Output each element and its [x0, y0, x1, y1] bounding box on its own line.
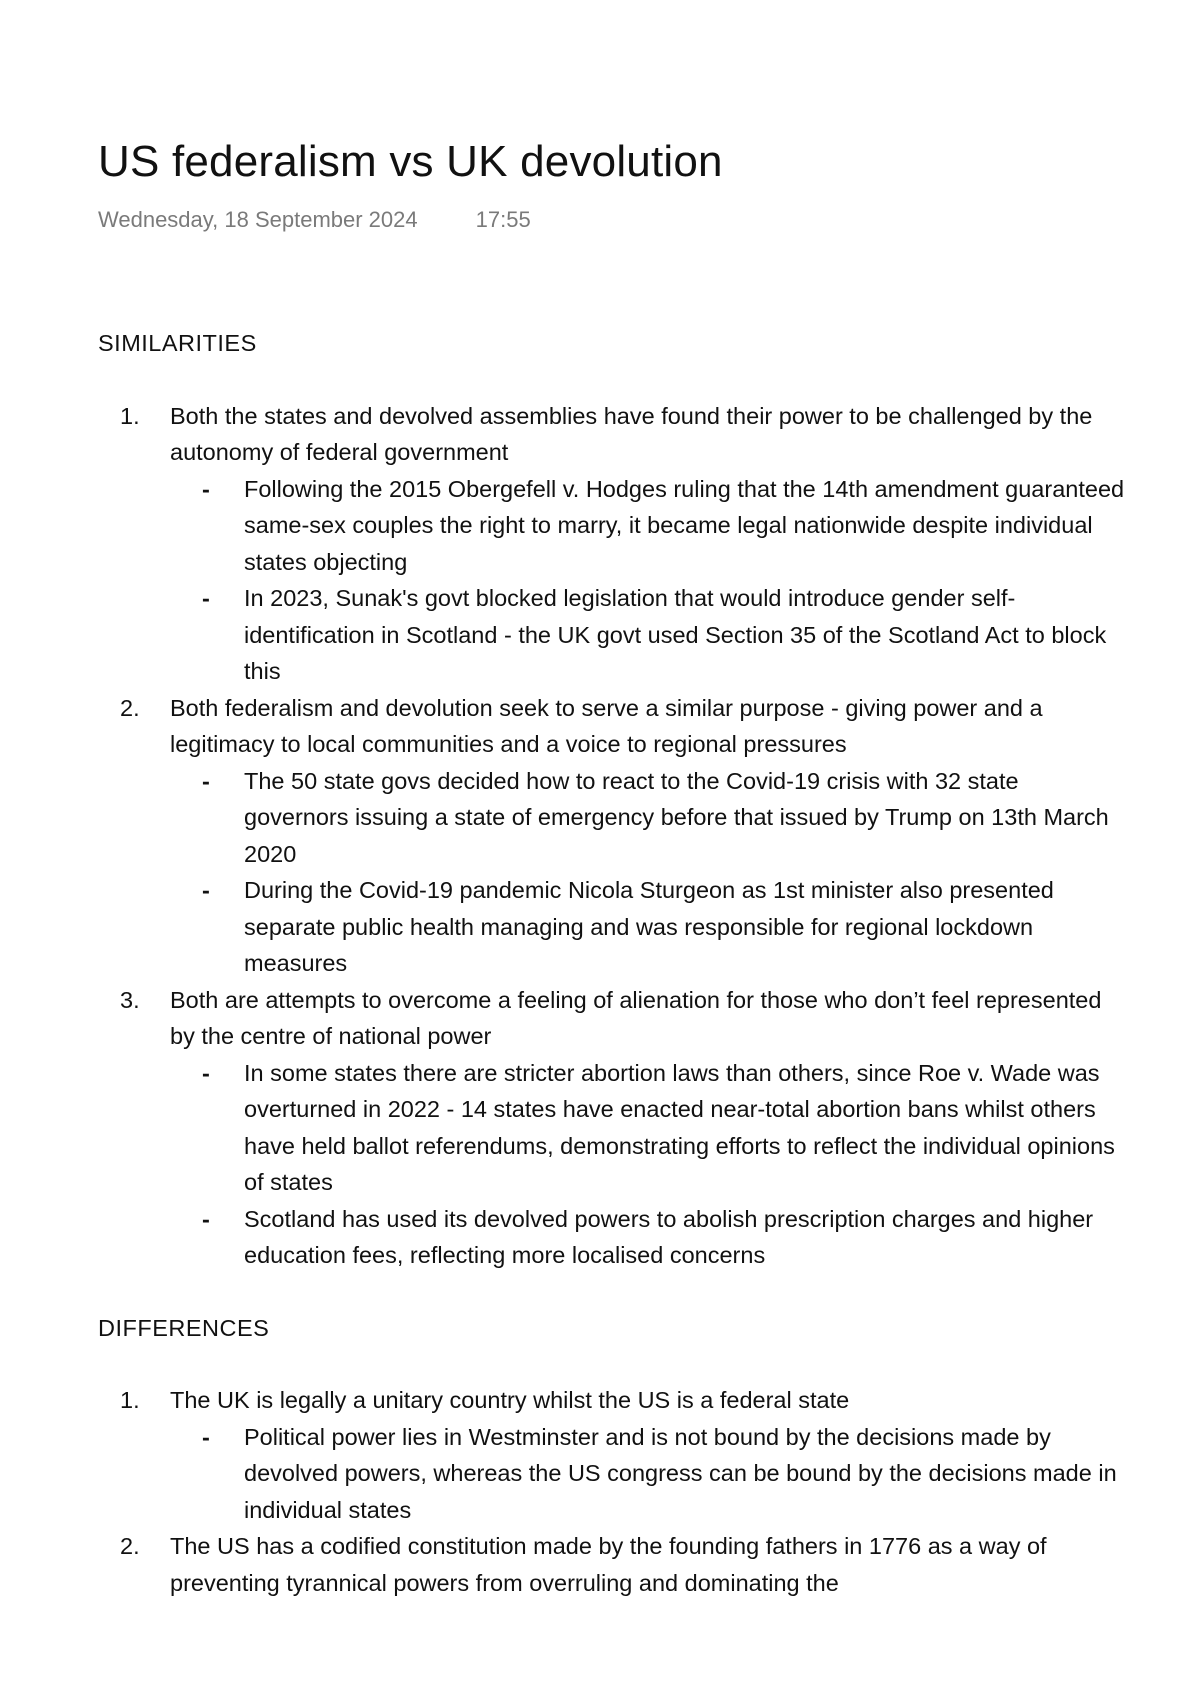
list-number: 2. [120, 694, 140, 721]
dash-bullet: - [202, 1059, 210, 1086]
list-item [98, 1528, 1128, 1601]
sub-list [170, 763, 1128, 982]
section-heading-similarities: SIMILARITIES [98, 330, 257, 356]
sub-item-text: Following the 2015 Obergefell v. Hodges ruling that the 14th amendment guaranteed same-sex couples the right to marry, it became legal nationwide despite individual states objecting [244, 475, 1125, 575]
sub-list [170, 1419, 1128, 1529]
list-item [98, 690, 1128, 982]
dash-bullet: - [202, 1423, 210, 1450]
differences-section [98, 1310, 1128, 1602]
sub-item-text: Political power lies in Westminster and is not bound by the decisions made by devolved powers, whereas the US congress can be bound by the decisions made in individual states [244, 1423, 1117, 1523]
dash-bullet: - [202, 767, 210, 794]
similarities-list [98, 398, 1128, 1274]
note-timestamp [98, 207, 531, 233]
dash-bullet: - [202, 1205, 210, 1232]
sub-item [170, 1419, 1128, 1529]
section-heading-differences: DIFFERENCES [98, 1314, 270, 1341]
point-text: Both are attempts to overcome a feeling of alienation for those who don’t feel represented by the centre of national power [170, 986, 1102, 1049]
point-text: Both the states and devolved assemblies have found their power to be challenged by the autonomy of federal government [170, 402, 1093, 465]
similarities-section [98, 325, 1128, 1274]
sub-item [170, 1201, 1128, 1274]
differences-list [98, 1382, 1128, 1601]
point-text: The US has a codified constitution made by the founding fathers in 1776 as a way of preventing tyrannical powers from overruling and dominating the [170, 1533, 1047, 1596]
sub-item-text: The 50 state govs decided how to react to the Covid-19 crisis with 32 state governors issuing a state of emergency before that issued by Trump on 13th March 2020 [244, 767, 1109, 867]
sub-item-text: Scotland has used its devolved powers to abolish prescription charges and higher education fees, reflecting more localised concerns [244, 1205, 1094, 1268]
sub-item-text: In 2023, Sunak's govt blocked legislation that would introduce gender self-identification in Scotland - the UK govt used Section 35 of the Scotland Act to block this [244, 585, 1107, 684]
sub-list [170, 471, 1128, 690]
point-text: Both federalism and devolution seek to serve a similar purpose - giving power and a legitimacy to local communities and a voice to regional pressures [170, 694, 1043, 757]
list-item [98, 982, 1128, 1274]
note-date: Wednesday, 18 September 2024 [98, 207, 418, 232]
dash-bullet: - [202, 585, 210, 611]
list-number: 1. [120, 1387, 140, 1413]
point-text: The UK is legally a unitary country whilst the US is a federal state [170, 1387, 850, 1413]
sub-item-text: During the Covid-19 pandemic Nicola Sturgeon as 1st minister also presented separate public health managing and was responsible for regional lockdown measures [244, 877, 1054, 976]
dash-bullet: - [202, 877, 210, 903]
list-item [98, 398, 1128, 690]
sub-item-text: In some states there are stricter abortion laws than others, since Roe v. Wade was overturned in 2022 - 14 states have enacted near-total abortion bans whilst others have held ballot referendums, demonstrating efforts to reflect the individual opinions of states [244, 1059, 1115, 1195]
sub-item [170, 580, 1128, 690]
note-body [98, 325, 1128, 1601]
sub-item [170, 872, 1128, 982]
list-number: 1. [120, 402, 140, 429]
page-title: US federalism vs UK devolution [98, 137, 723, 186]
sub-item [170, 471, 1128, 581]
sub-list [170, 1055, 1128, 1274]
note-time: 17:55 [475, 207, 531, 232]
sub-item [170, 1055, 1128, 1201]
list-number: 3. [120, 986, 140, 1013]
dash-bullet: - [202, 475, 210, 502]
list-item [98, 1382, 1128, 1528]
sub-item [170, 763, 1128, 873]
list-number: 2. [120, 1533, 140, 1559]
